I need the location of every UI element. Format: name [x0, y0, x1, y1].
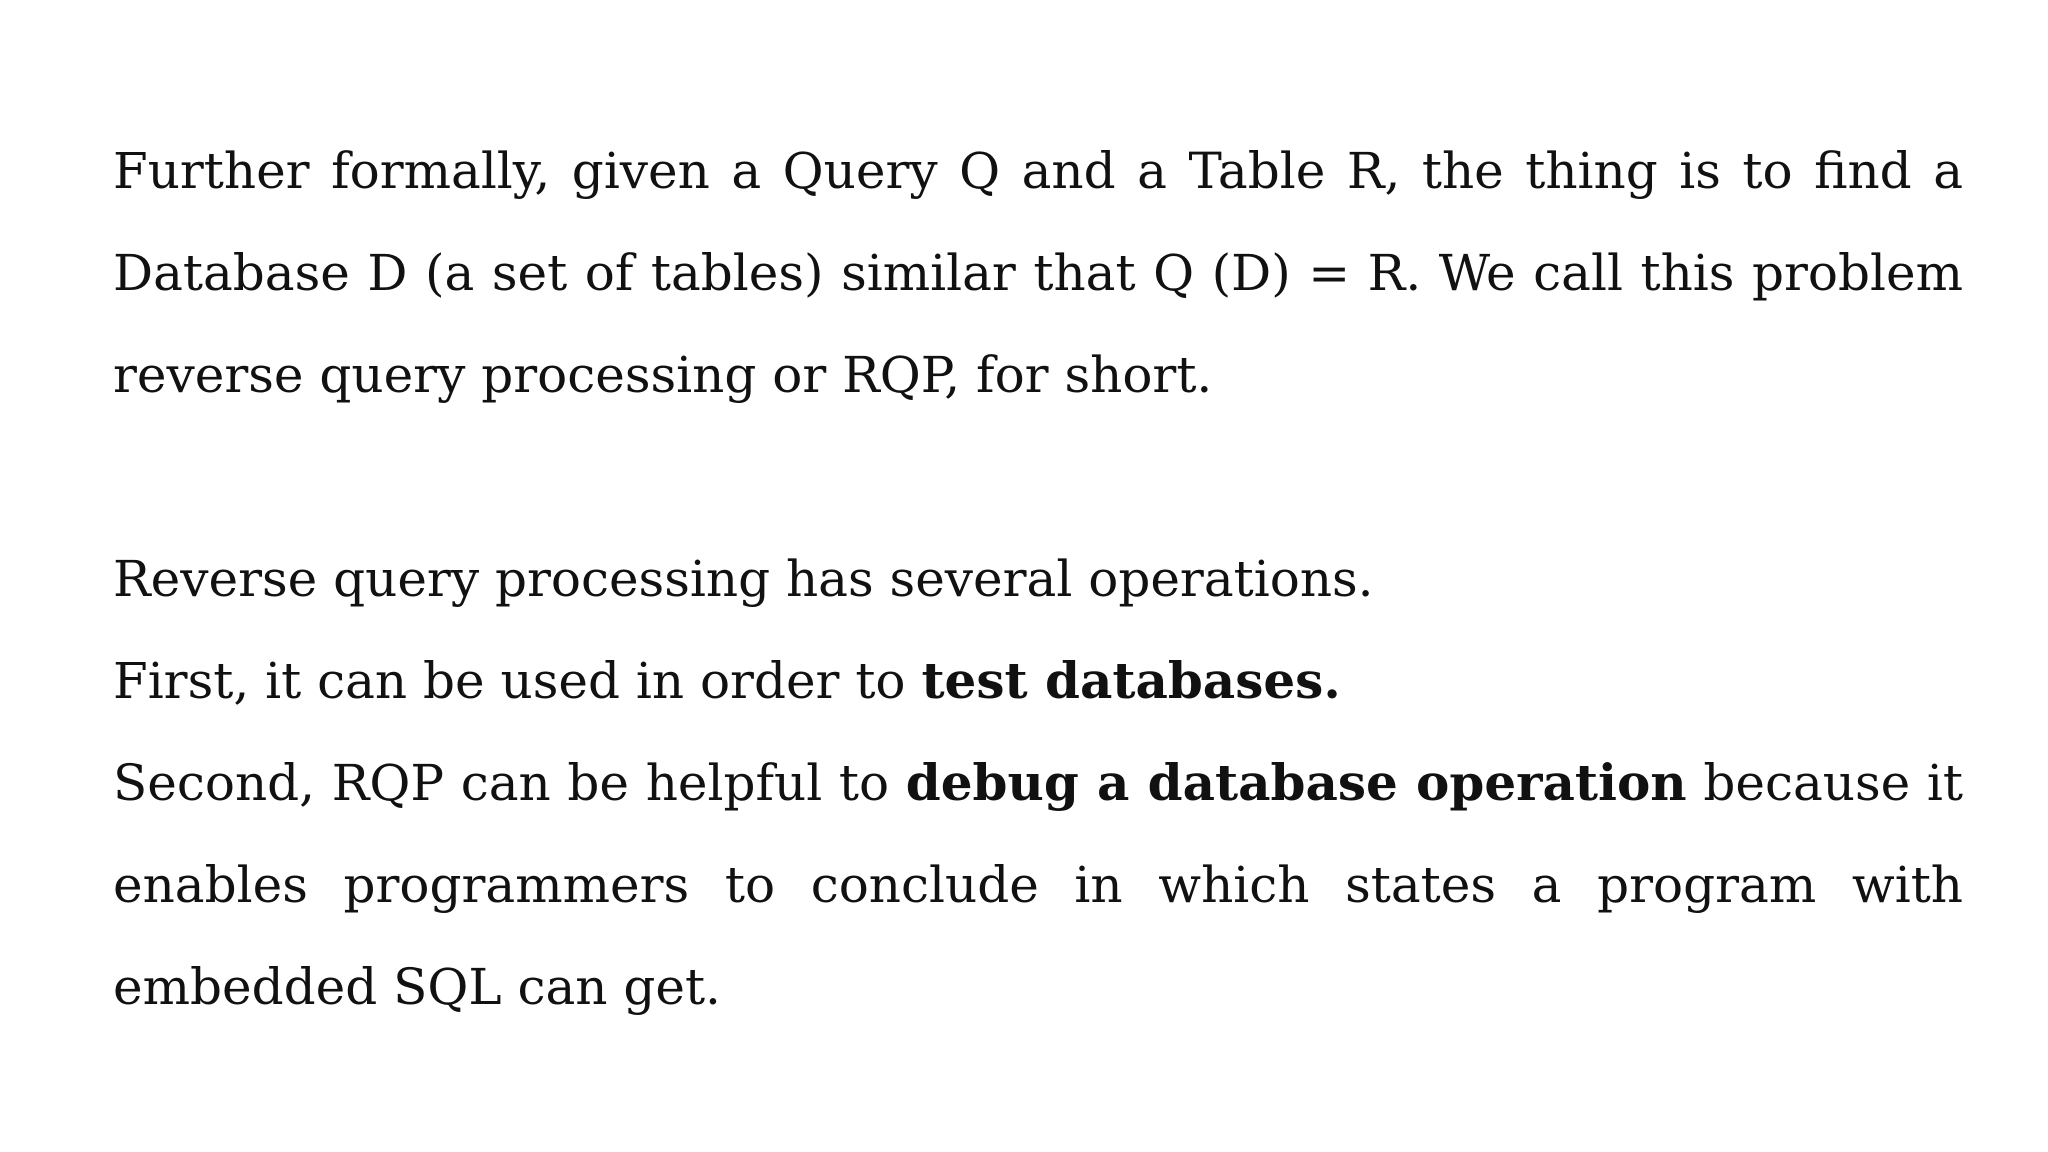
- paragraph-first-operation: [113, 630, 1963, 732]
- second-operation-text: Second, RQP can be helpful to: [113, 754, 906, 812]
- second-operation-rest: because it enables programmers to conclude in which states a program with embedded SQL can get.: [113, 754, 1963, 1016]
- paragraph-operations-intro: Reverse query processing has several operations.: [113, 550, 1374, 608]
- paragraph-spacer: [113, 426, 1963, 528]
- second-operation-bold: debug a database operation: [905, 753, 1687, 812]
- document-body: [113, 120, 1963, 1038]
- paragraph-definition: Further formally, given a Query Q and a Table R, the thing is to find a Database D (a set of tables) similar that Q (D) = R. We call this problem reverse query processing or RQP, for short.: [113, 142, 1963, 404]
- first-operation-text: First, it can be used in order to: [113, 652, 922, 710]
- first-operation-bold: test databases.: [921, 651, 1341, 710]
- paragraph-second-operation: [113, 732, 1963, 1038]
